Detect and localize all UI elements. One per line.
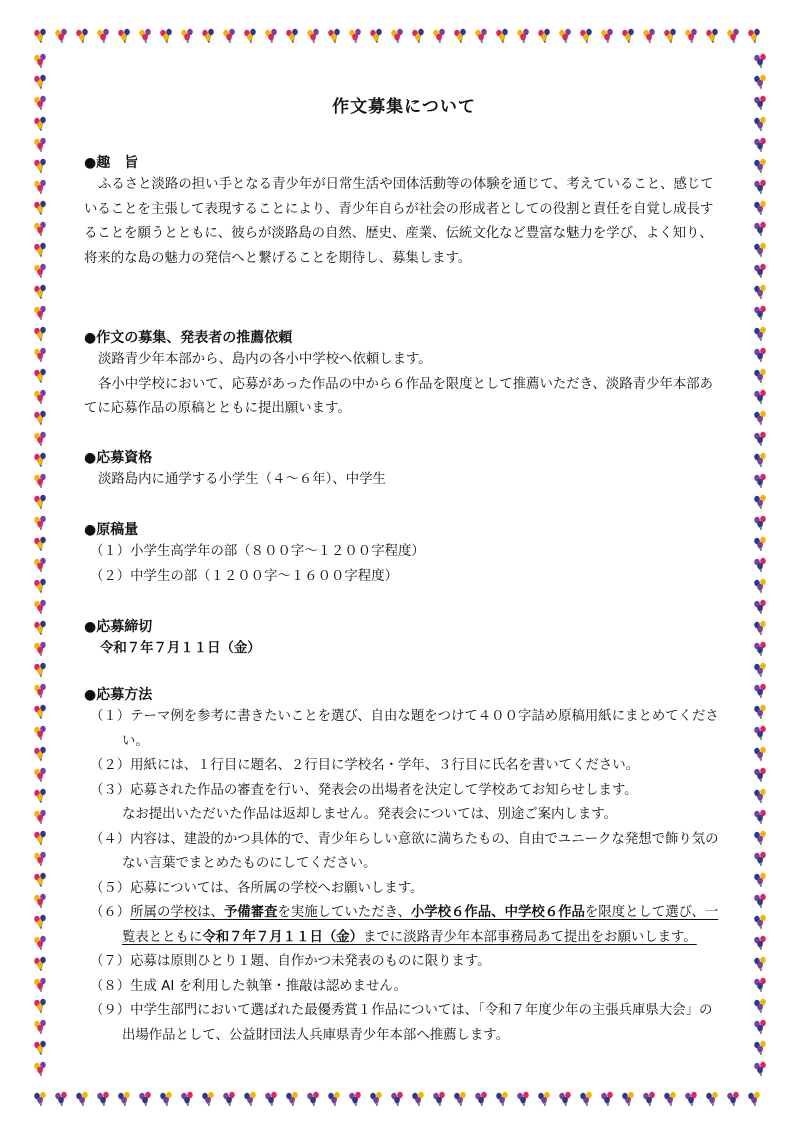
balloon-icon xyxy=(34,831,46,845)
balloon-icon xyxy=(34,516,46,530)
balloon-icon xyxy=(34,243,46,257)
balloon-icon xyxy=(754,999,766,1013)
balloon-icon xyxy=(754,75,766,89)
balloon-icon xyxy=(754,1020,766,1034)
section-heading: ●応募締切 xyxy=(84,619,153,635)
balloon-icon xyxy=(34,957,46,971)
balloon-icon xyxy=(754,159,766,173)
balloon-icon xyxy=(34,96,46,110)
balloon-icon xyxy=(34,222,46,236)
balloon-icon xyxy=(754,642,766,656)
item-number: （６） xyxy=(90,905,131,920)
balloon-icon xyxy=(754,810,766,824)
balloon-icon xyxy=(34,558,46,572)
deadline-text: 令和７年７月１１日（金） xyxy=(100,641,261,656)
balloon-icon xyxy=(34,768,46,782)
balloon-icon xyxy=(34,852,46,866)
balloon-icon xyxy=(34,117,46,131)
balloon-icon xyxy=(34,747,46,761)
balloon-icon xyxy=(34,621,46,635)
balloon-icon xyxy=(754,1041,766,1055)
balloon-icon xyxy=(754,957,766,971)
balloon-icon xyxy=(754,726,766,740)
balloon-icon xyxy=(754,1062,766,1076)
balloon-icon xyxy=(754,558,766,572)
balloon-icon xyxy=(754,495,766,509)
balloon-icon xyxy=(34,29,46,43)
balloon-icon xyxy=(754,747,766,761)
balloon-icon xyxy=(34,600,46,614)
section-eligibility xyxy=(84,448,724,493)
balloon-icon xyxy=(754,600,766,614)
balloon-icon xyxy=(754,243,766,257)
balloon-icon xyxy=(754,327,766,341)
balloon-icon xyxy=(34,1092,46,1106)
section-deadline xyxy=(84,617,724,662)
balloon-icon xyxy=(34,705,46,719)
highlight-text: 令和７年７月１１日（金） xyxy=(202,929,364,945)
length-item: （２）中学生の部（１２００字～１６００字程度） xyxy=(90,568,398,584)
balloon-icon xyxy=(34,159,46,173)
method-item-highlight xyxy=(84,901,724,950)
highlight-text: 予備審査 xyxy=(223,905,278,920)
balloon-icon xyxy=(34,306,46,320)
balloon-icon xyxy=(754,789,766,803)
balloon-icon xyxy=(754,831,766,845)
balloon-icon xyxy=(34,495,46,509)
balloon-icon xyxy=(34,684,46,698)
balloon-icon xyxy=(754,432,766,446)
section-method xyxy=(84,685,724,1048)
section-heading: ●作文の募集、発表者の推薦依頼 xyxy=(84,330,293,346)
balloon-icon xyxy=(34,642,46,656)
balloon-icon xyxy=(754,579,766,593)
balloon-icon xyxy=(34,789,46,803)
method-item: （２）用紙には、１行目に題名、２行目に学校名・学年、３行目に氏名を書いてください。 xyxy=(90,758,640,773)
section-heading: ●趣 旨 xyxy=(84,155,139,171)
section-heading: ●応募方法 xyxy=(84,687,153,703)
balloon-icon xyxy=(754,201,766,215)
balloon-icon xyxy=(754,873,766,887)
balloon-icon xyxy=(727,29,739,43)
section-purpose xyxy=(84,153,724,271)
balloon-icon xyxy=(34,432,46,446)
balloon-icon xyxy=(754,663,766,677)
balloon-icon xyxy=(754,306,766,320)
balloon-icon xyxy=(34,579,46,593)
balloon-icon xyxy=(754,936,766,950)
eligibility-text: 淡路島内に通学する小学生（４～６年）、中学生 xyxy=(98,472,386,487)
balloon-icon xyxy=(34,663,46,677)
method-item: （７）応募は原則ひとり１題、自作かつ未発表のものに限ります。 xyxy=(90,954,491,969)
method-item-continued: なお提出いただいた作品は返却しません。発表会については、別途ご案内します。 xyxy=(122,807,617,822)
balloon-icon xyxy=(34,1062,46,1076)
balloon-icon xyxy=(34,201,46,215)
balloon-icon xyxy=(34,453,46,467)
method-item: （１）テーマ例を参考に書きたいことを選び、自由な題をつけて４００字詰め原稿用紙にまとめてください。 xyxy=(90,709,719,749)
balloon-icon xyxy=(34,978,46,992)
balloon-icon xyxy=(34,873,46,887)
balloon-icon xyxy=(754,180,766,194)
request-paragraph-2: 各小中学校において、応募があった作品の中から６作品を限度として推薦いただき、淡路青少年本部あてに応募作品の原稿とともに提出願います。 xyxy=(84,376,714,416)
highlight-text: を実施していただき、 xyxy=(277,905,411,920)
balloon-icon xyxy=(34,537,46,551)
balloon-icon xyxy=(34,75,46,89)
highlight-text: 所属の学校は、 xyxy=(130,905,224,920)
page-title: 作文募集について xyxy=(332,97,476,117)
balloon-icon xyxy=(754,621,766,635)
balloon-icon xyxy=(34,264,46,278)
method-item: （９）中学生部門において選ばれた最優秀賞１作品については、「令和７年度少年の主張兵庫県大会」の出場作品として、公益財団法人兵庫県青少年本部へ推薦します。 xyxy=(90,1003,713,1043)
balloon-icon xyxy=(34,1041,46,1055)
balloon-icon xyxy=(754,348,766,362)
balloon-icon xyxy=(754,768,766,782)
section-request xyxy=(84,328,724,422)
document-page xyxy=(84,0,724,1131)
balloon-icon xyxy=(55,29,67,43)
balloon-icon xyxy=(754,978,766,992)
balloon-icon xyxy=(748,29,760,43)
section-heading: ●応募資格 xyxy=(84,450,153,466)
balloon-icon xyxy=(754,474,766,488)
balloon-icon xyxy=(55,1092,67,1106)
balloon-icon xyxy=(754,264,766,278)
balloon-icon xyxy=(754,411,766,425)
balloon-icon xyxy=(34,369,46,383)
balloon-icon xyxy=(754,852,766,866)
balloon-icon xyxy=(34,810,46,824)
method-item: （８）生成 AI を利用した執筆・推敲は認めません。 xyxy=(90,978,408,994)
balloon-icon xyxy=(34,285,46,299)
balloon-icon xyxy=(754,915,766,929)
balloon-icon xyxy=(754,285,766,299)
highlight-text: を限度として選び、一覧表とともに xyxy=(122,905,719,945)
balloon-icon xyxy=(34,726,46,740)
balloon-icon xyxy=(754,894,766,908)
balloon-icon xyxy=(34,411,46,425)
method-item: （５）応募については、各所属の学校へお願いします。 xyxy=(90,880,424,896)
balloon-icon xyxy=(34,54,46,68)
balloon-icon xyxy=(754,222,766,236)
highlight-text: 小学校６作品、中学校６作品 xyxy=(410,905,585,920)
balloon-icon xyxy=(34,327,46,341)
request-paragraph-1: 淡路青少年本部から、島内の各小中学校へ依頼します。 xyxy=(98,352,432,367)
balloon-icon xyxy=(754,537,766,551)
length-item: （１）小学生高学年の部（８００字～１２００字程度） xyxy=(90,544,425,559)
balloon-icon xyxy=(754,453,766,467)
purpose-paragraph: ふるさと淡路の担い手となる青少年が日常生活や団体活動等の体験を通じて、考えていること、感じていることを主張して表現することにより、青少年自らが社会の形成者としての役割と責任を自覚し成長することを願うとともに、彼らが淡路島の自然、歴史、産業、伝統文化など豊富な魅力を学び、よく知り、将来的な島の魅力の発信へと繋げることを期待し、募集します。 xyxy=(84,177,714,266)
balloon-icon xyxy=(754,117,766,131)
section-heading: ●原稿量 xyxy=(84,522,139,538)
method-item: （４）内容は、建設的かつ具体的で、青少年らしい意欲に満ちたもの、自由でユニークな発想で飾り気のない言葉でまとめたものにしてください。 xyxy=(90,831,719,871)
balloon-icon xyxy=(34,474,46,488)
balloon-icon xyxy=(754,96,766,110)
balloon-icon xyxy=(34,894,46,908)
balloon-icon xyxy=(34,915,46,929)
highlight-text: までに淡路青少年本部事務局あて提出をお願いします。 xyxy=(363,929,697,945)
section-length xyxy=(84,520,724,589)
balloon-icon xyxy=(754,705,766,719)
balloon-icon xyxy=(34,999,46,1013)
balloon-icon xyxy=(754,54,766,68)
balloon-icon xyxy=(754,516,766,530)
balloon-icon xyxy=(34,180,46,194)
balloon-icon xyxy=(754,369,766,383)
balloon-icon xyxy=(748,1092,760,1106)
balloon-icon xyxy=(727,1092,739,1106)
balloon-icon xyxy=(34,390,46,404)
method-item: （３）応募された作品の審査を行い、発表会の出場者を決定して学校あてお知らせします。 xyxy=(90,782,638,798)
balloon-icon xyxy=(34,1020,46,1034)
balloon-icon xyxy=(34,936,46,950)
balloon-icon xyxy=(754,390,766,404)
balloon-icon xyxy=(754,684,766,698)
balloon-icon xyxy=(34,348,46,362)
balloon-icon xyxy=(34,138,46,152)
balloon-icon xyxy=(754,138,766,152)
